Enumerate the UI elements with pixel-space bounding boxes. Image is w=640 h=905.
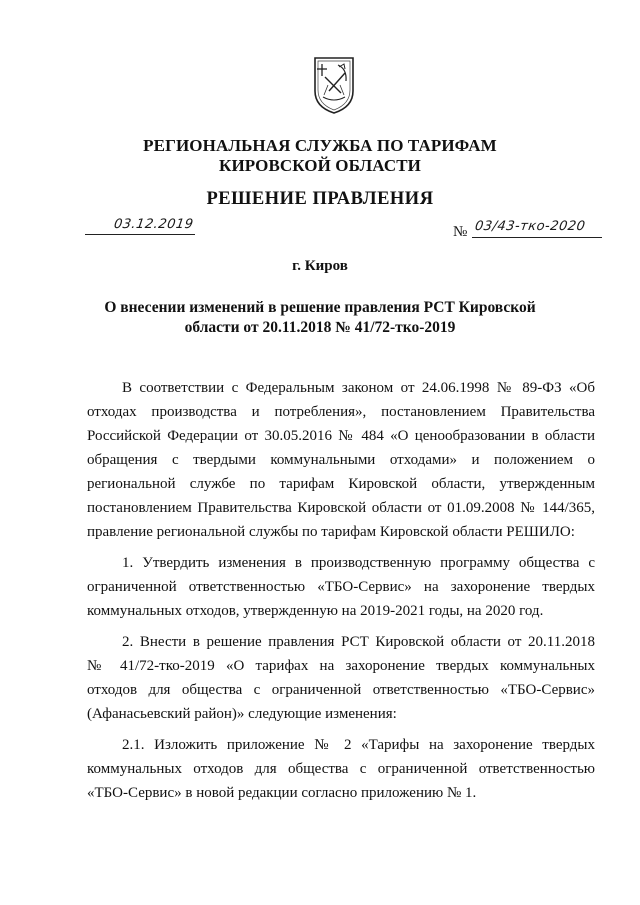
body-line: Российской Федерации от 30.05.2016 № 484 «О ценообразовании в области xyxy=(87,428,595,444)
decision-title: РЕШЕНИЕ ПРАВЛЕНИЯ xyxy=(206,189,434,209)
decision-number: 03/43-тко-2020 xyxy=(473,219,587,234)
body-line: постановлением Правительства Кировской области от 01.09.2008 № 144/365, xyxy=(87,500,595,516)
body-line: правление региональной службы по тарифам Кировской области РЕШИЛО: xyxy=(87,524,575,540)
subject-line-2: области от 20.11.2018 № 41/72-тко-2019 xyxy=(184,319,456,336)
body-line: В соответствии с Федеральным законом от 24.06.1998 № 89-ФЗ «Об xyxy=(122,380,595,396)
agency-name-line-2: КИРОВСКОЙ ОБЛАСТИ xyxy=(219,156,421,175)
body-line: региональной службе по тарифам Кировской области, утвержденным xyxy=(87,476,595,492)
number-label: № xyxy=(453,224,468,240)
item-2-1-line: «ТБО-Сервис» в новой редакции согласно приложению № 1. xyxy=(87,785,477,801)
item-2-line: 2. Внести в решение правления РСТ Кировской области от 20.11.2018 xyxy=(122,634,595,650)
item-2-line: отходов для общества с ограниченной ответственностью «ТБО-Сервис» xyxy=(87,682,595,698)
kirov-coat-of-arms-icon xyxy=(311,55,357,115)
decision-date: 03.12.2019 xyxy=(112,217,195,232)
item-2-line: (Афанасьевский район)» следующие изменения: xyxy=(87,706,397,722)
item-2-line: № 41/72-тко-2019 «О тарифах на захоронение твердых коммунальных xyxy=(87,658,595,674)
agency-name-line-1: РЕГИОНАЛЬНАЯ СЛУЖБА ПО ТАРИФАМ xyxy=(143,136,497,155)
city: г. Киров xyxy=(292,258,348,274)
item-2-1-line: коммунальных отходов для общества с ограниченной ответственностью xyxy=(87,761,595,777)
item-1-line: ограниченной ответственностью «ТБО-Сервис» на захоронение твердых xyxy=(87,579,595,595)
body-line: отходах производства и потребления», постановлением Правительства xyxy=(87,404,595,420)
item-1-line: коммунальных отходов, утвержденную на 2019-2021 годы, на 2020 год. xyxy=(87,603,544,619)
item-1-line: 1. Утвердить изменения в производственную программу общества с xyxy=(122,555,595,571)
subject-line-1: О внесении изменений в решение правления РСТ Кировской xyxy=(104,299,536,316)
body-line: обращения с твердыми коммунальными отходами» и положением о xyxy=(87,452,595,468)
item-2-1-line: 2.1. Изложить приложение № 2 «Тарифы на захоронение твердых xyxy=(122,737,595,753)
